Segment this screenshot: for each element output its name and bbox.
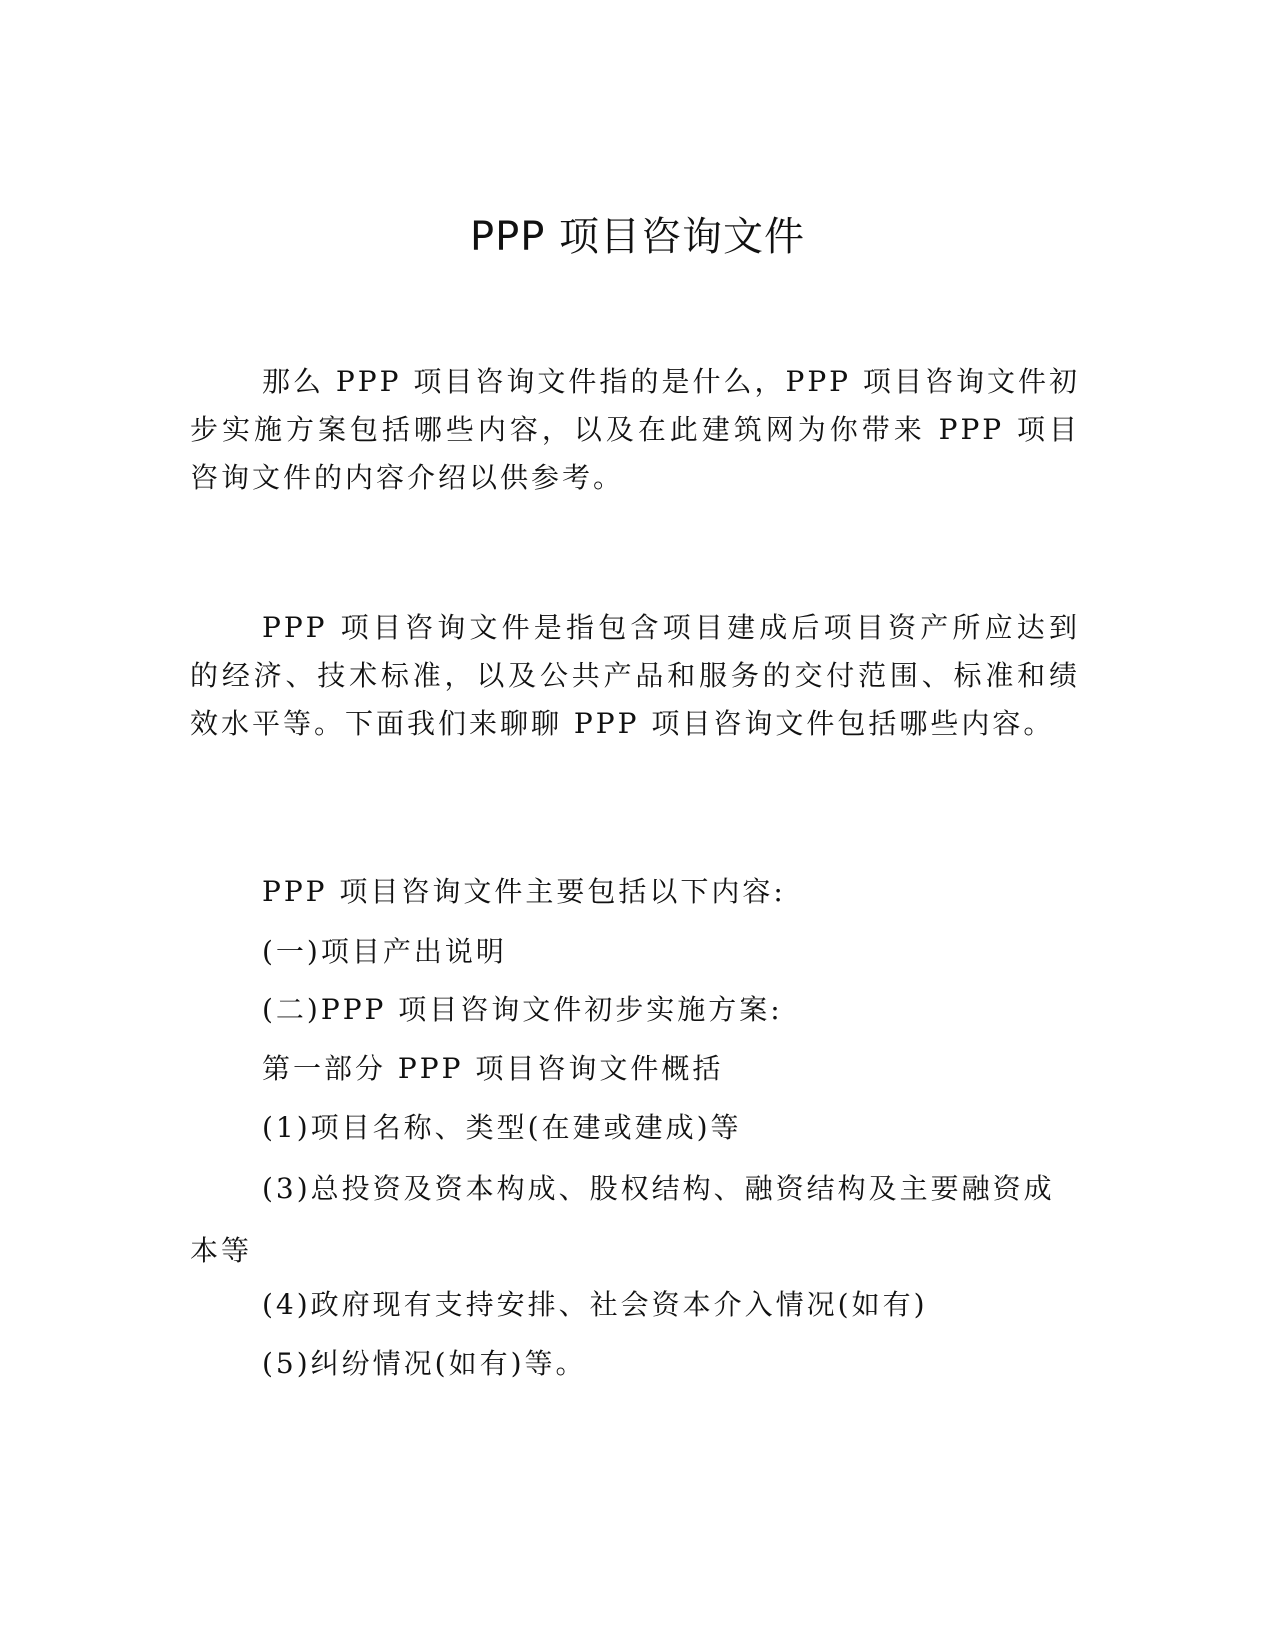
list-item-project-name-type: (1)项目名称、类型(在建或建成)等 bbox=[262, 1111, 742, 1144]
list-intro: PPP 项目咨询文件主要包括以下内容: bbox=[262, 875, 786, 908]
list-item-disputes: (5)纠纷情况(如有)等。 bbox=[262, 1347, 587, 1380]
document-title: PPP 项目咨询文件 bbox=[469, 214, 806, 260]
list-item-government-support: (4)政府现有支持安排、社会资本介入情况(如有) bbox=[262, 1288, 928, 1321]
section-heading-overview: 第一部分 PPP 项目咨询文件概括 bbox=[262, 1052, 724, 1085]
definition-paragraph: PPP 项目咨询文件是指包含项目建成后项目资产所应达到的经济、技术标准，以及公共产品和服务的交付范围、标准和绩效水平等。下面我们来聊聊 PPP 项目咨询文件包括哪些内容。 bbox=[190, 611, 1080, 740]
list-item-implementation-plan: (二)PPP 项目咨询文件初步实施方案: bbox=[262, 993, 783, 1026]
intro-paragraph: 那么 PPP 项目咨询文件指的是什么，PPP 项目咨询文件初步实施方案包括哪些内容，以及在此建筑网为你带来 PPP 项目咨询文件的内容介绍以供参考。 bbox=[190, 365, 1080, 494]
list-item-total-investment: (3)总投资及资本构成、股权结构、融资结构及主要融资成本等 bbox=[190, 1172, 1055, 1267]
list-item-output-description: (一)项目产出说明 bbox=[262, 935, 507, 968]
